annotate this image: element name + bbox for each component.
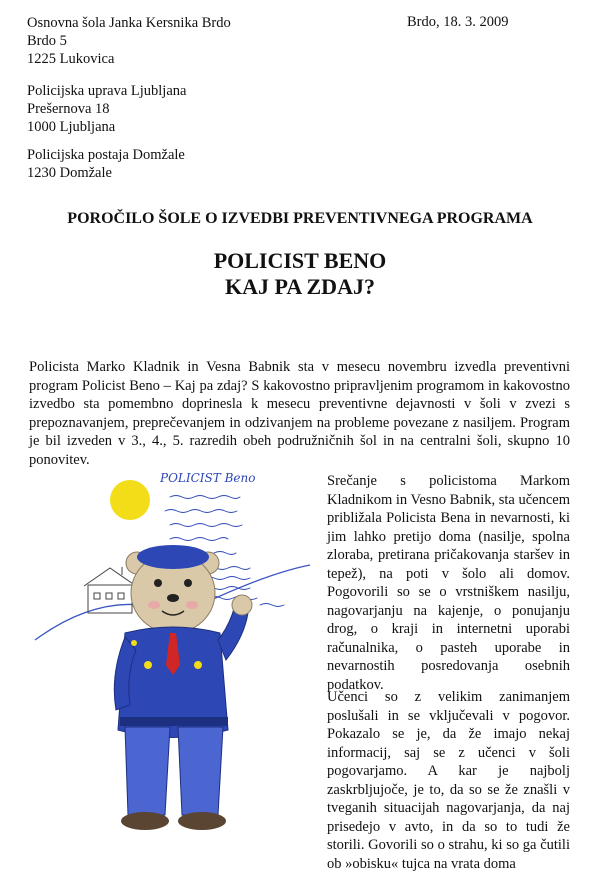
recipient1-city: 1000 Ljubljana	[27, 119, 116, 135]
recipient1-name: Policijska uprava Ljubljana	[27, 83, 187, 99]
recipient2-name: Policijska postaja Domžale	[27, 147, 185, 163]
letter-date: Brdo, 18. 3. 2009	[407, 14, 509, 30]
recipient1-street: Prešernova 18	[27, 101, 110, 117]
drawing-bear-body	[114, 595, 252, 830]
report-title: POROČILO ŠOLE O IZVEDBI PREVENTIVNEGA PROGRAMA	[67, 210, 533, 227]
child-drawing-policist-beno	[30, 465, 320, 845]
recipient-address-police-directorate	[27, 82, 186, 136]
sender-street: Brdo 5	[27, 33, 67, 49]
sender-city: 1225 Lukovica	[27, 51, 115, 67]
sender-school: Osnovna šola Janka Kersnika Brdo	[27, 15, 231, 31]
recipient-address-police-station	[27, 146, 185, 182]
program-title-line-1: POLICIST BENO	[213, 248, 387, 273]
paragraph-students: Učenci so z velikim zanimanjem poslušali in se vključevali v pogovor. Pokazalo se je, da že imajo nekaj informacij, saj se z učenci v šoli pogovarjamo. A kar je najbolj zaskrbljujoče, je to, da so se že znašli v tveganih situacijah nagovarjanja, da naj prisedejo v avto, in da so to tudi že storili. Govorili so o strahu, ki so ga čutili ob »obisku« tujca na vrata doma	[327, 689, 570, 872]
recipient2-city: 1230 Domžale	[27, 165, 112, 181]
program-title-line-2: KAJ PA ZDAJ?	[225, 274, 375, 299]
drawing-caption: POLICIST Beno	[160, 471, 256, 485]
program-title	[0, 248, 600, 300]
drawing-bear-head	[126, 545, 219, 633]
drawing-sun	[110, 480, 150, 520]
paragraph-meeting: Srečanje s policistoma Markom Kladnikom in Vesno Babnik, sta učencem približala Policista Bena in nevarnosti, ki jim lahko pretijo doma (nasilje, spolna zloraba, pretirana pričakovanja staršev in tepež), na poti v šolo ali domov. Pogovorili so se o vrstniškem nasilju, nagovarjanju na kajenje, o ponujanju drog, o kraji in internetni uporabi računalnika, o pasteh uporabe in nevarnostih posredovanja osebnih podatkov.	[327, 473, 570, 693]
intro-paragraph: Policista Marko Kladnik in Vesna Babnik sta v mesecu novembru izvedla preventivni program Policist Beno – Kaj pa zdaj? S kakovostno pripravljenim programom in kakovostno izvedbo sta pomembno doprinesla k mesecu preventivne dejavnosti v šoli v zvezi s prepoznavanjem, preprečevanjem in odzivanjem na probleme povezane z nasiljem. Program je bil izveden v 3., 4., 5. razredih obeh podružničnih šol in na centralni šoli, skupno 10 ponovitev.	[29, 359, 570, 468]
sender-address	[27, 14, 231, 68]
